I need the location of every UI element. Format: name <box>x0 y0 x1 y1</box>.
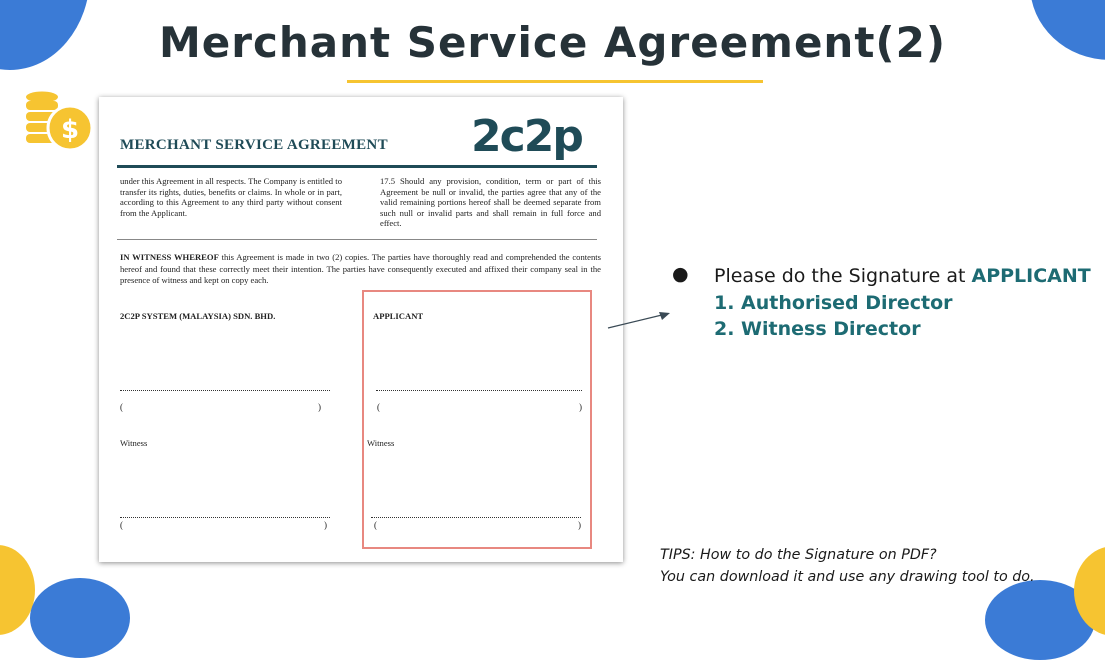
company-witness-line <box>120 517 330 518</box>
instruction-bullet <box>714 265 1091 287</box>
brand-logo: 2c2p <box>471 111 582 162</box>
document-heading: MERCHANT SERVICE AGREEMENT <box>120 137 388 153</box>
corner-blob-bottom-left-blue <box>30 578 130 658</box>
witness-whereof: IN WITNESS WHEREOF <box>120 252 219 262</box>
separator-rule <box>117 239 597 240</box>
witness-paragraph <box>120 252 601 287</box>
applicant-party-label: APPLICANT <box>373 311 424 321</box>
title-underline <box>347 80 763 83</box>
instruction-applicant: APPLICANT <box>971 265 1091 287</box>
witness-text: this Agreement is made in two (2) copies. The parties have thoroughly read and comprehended the contents hereof and found that these correctly meet their intention. The parties have consequently executed and affixed their company seal in the presence of witness and kept on copy each. <box>120 252 601 285</box>
agreement-document <box>99 97 623 562</box>
tips-line-2: You can download it and use any drawing tool to do. <box>660 569 1035 585</box>
tips-line-1: TIPS: How to do the Signature on PDF? <box>660 547 937 563</box>
slide-title: Merchant Service Agreement(2) <box>158 18 947 67</box>
applicant-name-paren-close: ) <box>579 402 582 412</box>
company-witness-paren-open: ( <box>120 520 123 530</box>
pointer-arrow-icon <box>606 308 676 332</box>
bullet-icon: ● <box>672 263 689 285</box>
applicant-witness-label: Witness <box>367 438 395 448</box>
right-column-text: 17.5 Should any provision, condition, term or part of this Agreement be null or invalid, the parties agree that any of the valid remaining portions hereof shall be deemed separate from such null or invalid parts and shall remain in full force and effect. <box>380 176 601 229</box>
header-rule <box>117 165 597 168</box>
coins-icon <box>24 90 94 152</box>
applicant-highlight-box <box>362 290 592 549</box>
left-column-text: under this Agreement in all respects. The Company is entitled to transfer its rights, duties, benefits or claims. In whole or in part, according to this Agreement to any third party without consent from the Applicant. <box>120 176 342 218</box>
applicant-witness-paren-open: ( <box>374 520 377 530</box>
company-witness-label: Witness <box>120 438 148 448</box>
svg-text:$: $ <box>60 115 80 145</box>
tips-block <box>660 544 1035 588</box>
company-witness-paren-close: ) <box>324 520 327 530</box>
instruction-item-witness-director: 2. Witness Director <box>714 318 921 340</box>
company-party-label: 2C2P SYSTEM (MALAYSIA) SDN. BHD. <box>120 311 276 321</box>
applicant-witness-paren-close: ) <box>578 520 581 530</box>
instruction-prefix: Please do the Signature at <box>714 265 972 287</box>
applicant-name-paren-open: ( <box>377 402 380 412</box>
company-signature-line <box>120 390 330 391</box>
instruction-item-authorised-director: 1. Authorised Director <box>714 292 953 314</box>
company-name-paren-open: ( <box>120 402 123 412</box>
company-name-paren-close: ) <box>318 402 321 412</box>
